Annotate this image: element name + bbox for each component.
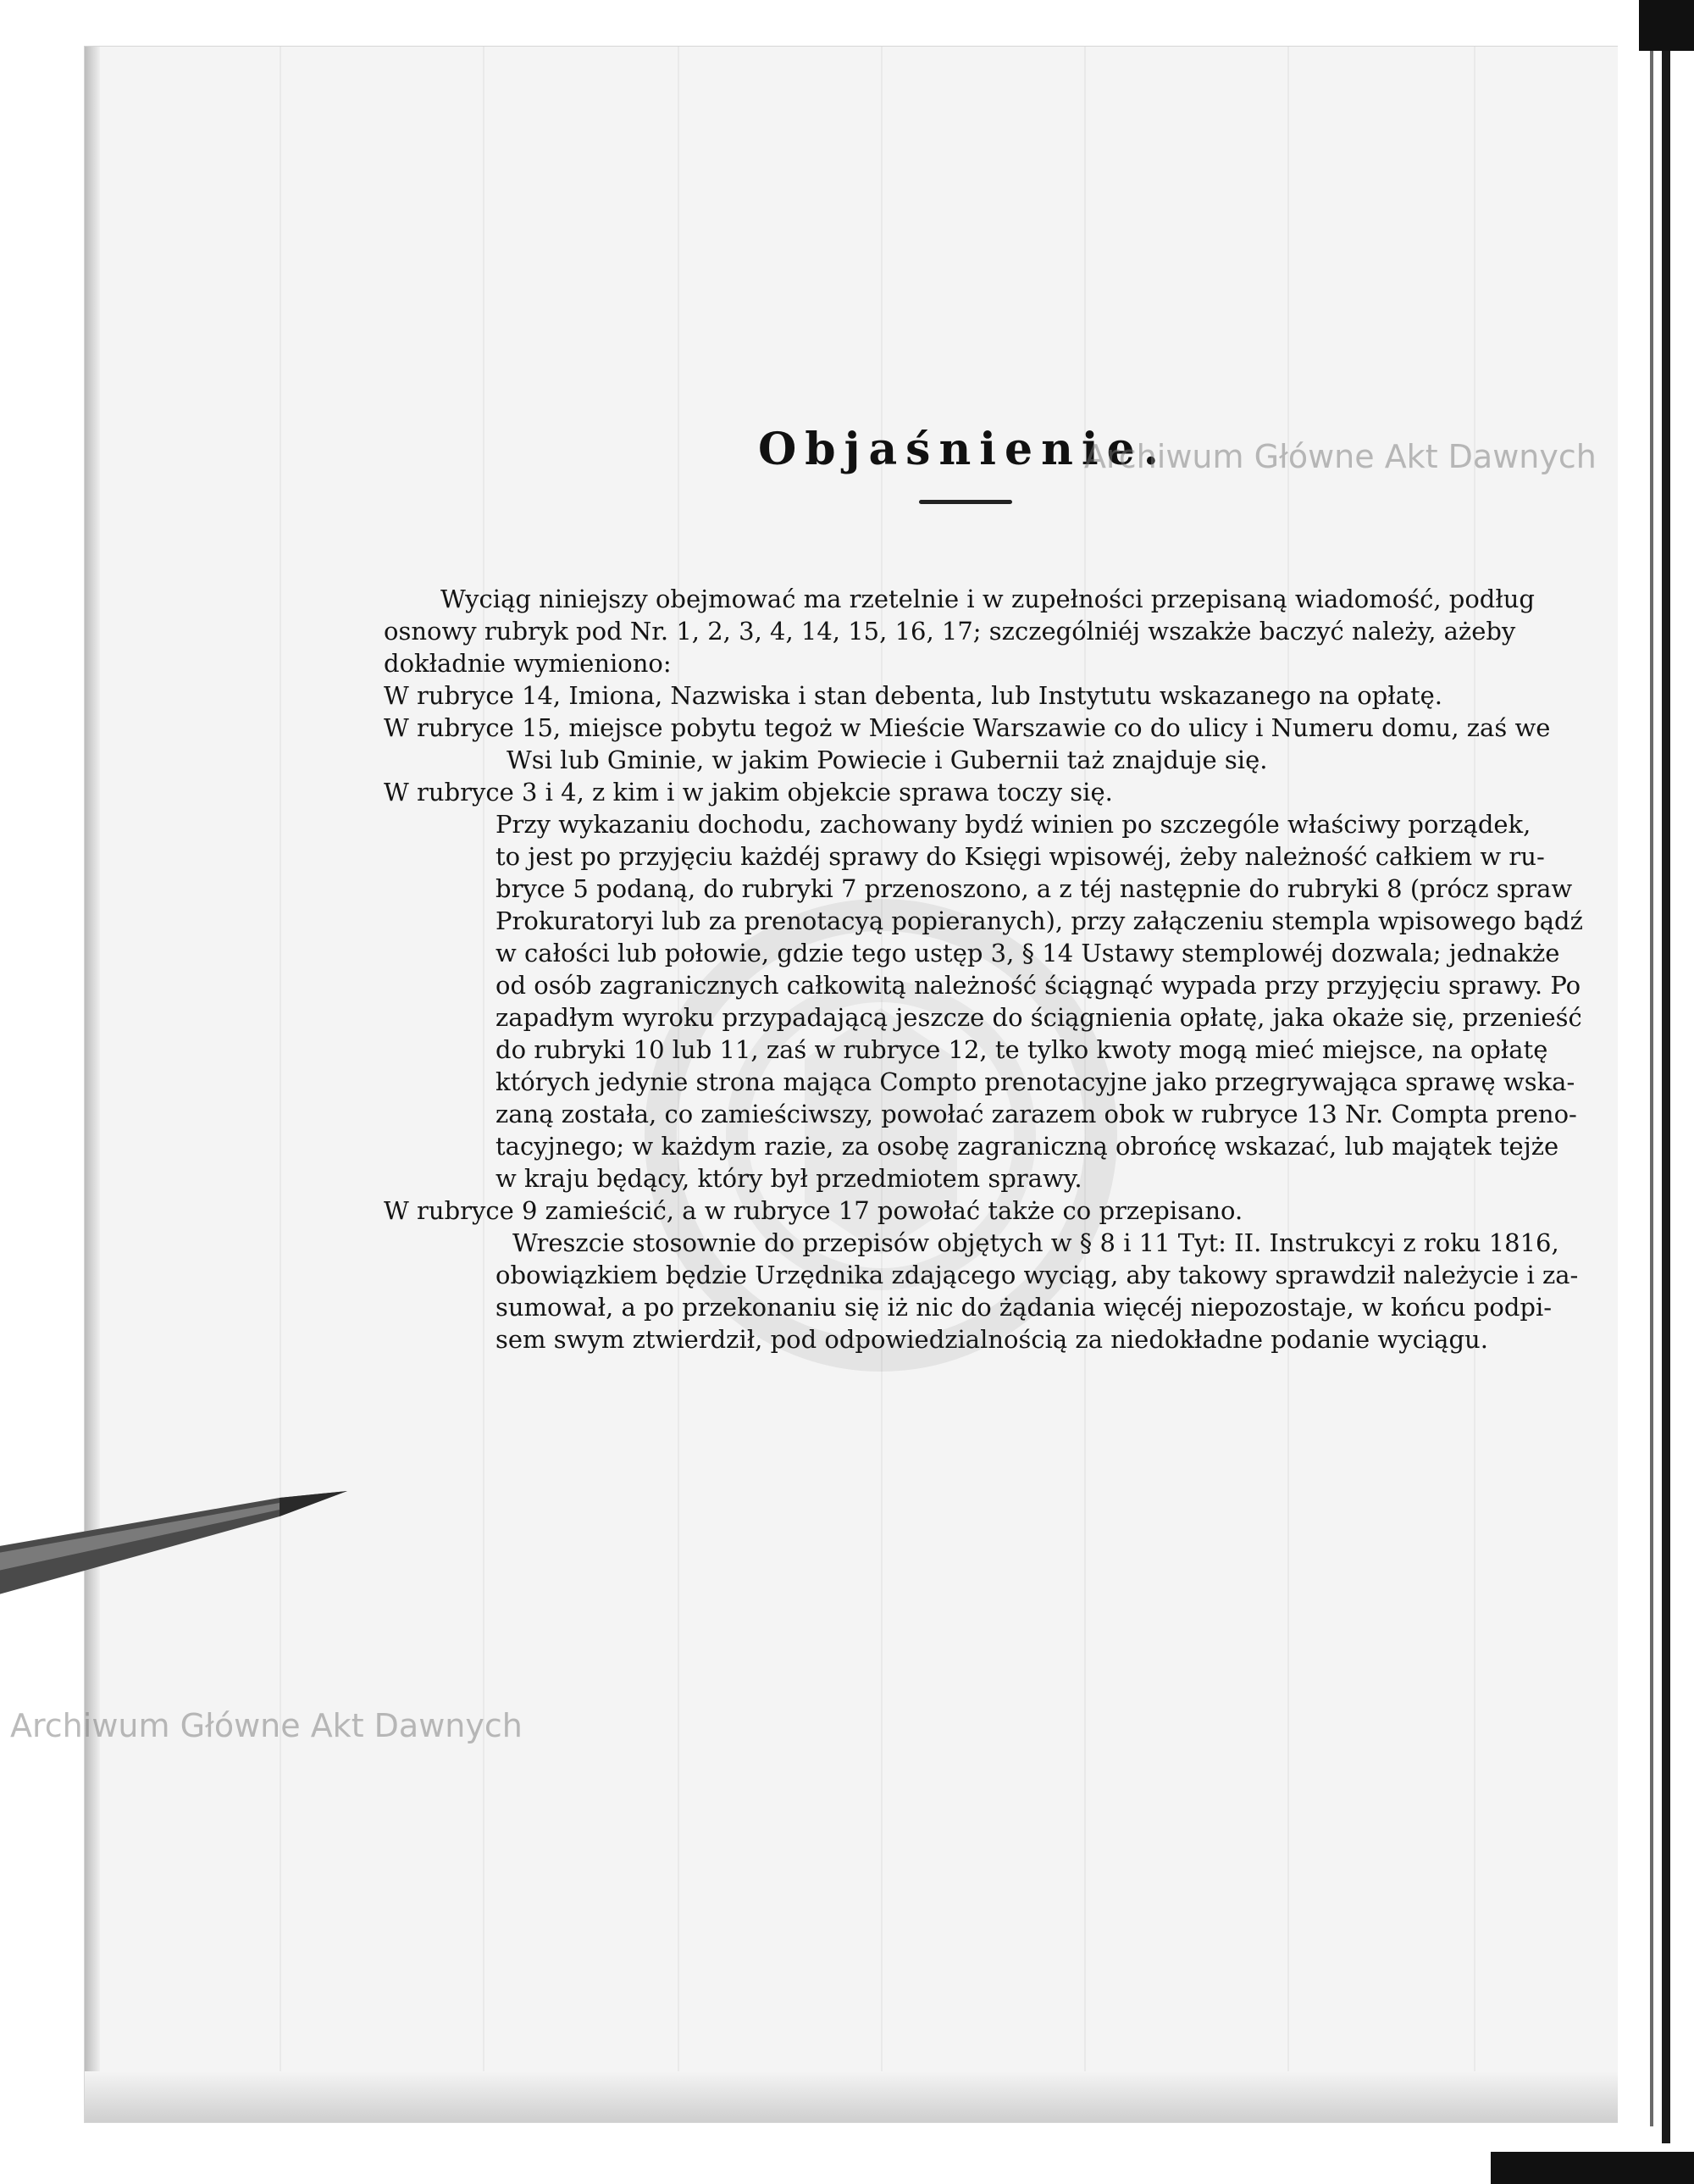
text-line: osnowy rubryk pod Nr. 1, 2, 3, 4, 14, 15, 16, 17; szczególniéj wszakże baczyć należy, ażeby <box>384 617 1516 646</box>
scan-border-bottom <box>1491 2152 1694 2184</box>
text-line: bryce 5 podaną, do rubryki 7 przenoszono, a z téj następnie do rubryki 8 (prócz spraw <box>495 874 1573 903</box>
text-line: tacyjnego; w każdym razie, za osobę zagraniczną obrońcę wskazać, lub majątek tejże <box>495 1132 1559 1161</box>
text-line: od osób zagranicznych całkowitą należność ściągnąć wypada przy przyjęciu sprawy. Po <box>495 971 1581 1000</box>
page-title: Objaśnienie. <box>758 424 1167 475</box>
text-line: W rubryce 15, miejsce pobytu tegoż w Mieście Warszawie co do ulicy i Numeru domu, zaś we <box>384 713 1551 742</box>
ruled-line <box>280 47 281 2122</box>
text-line: zaną została, co zamieściwszy, powołać zarazem obok w rubryce 13 Nr. Compta preno- <box>495 1100 1577 1128</box>
text-line: Wyciąg niniejszy obejmować ma rzetelnie i w zupełności przepisaną wiadomość, podług <box>440 585 1536 613</box>
scan-background <box>0 0 95 2184</box>
text-line: do rubryki 10 lub 11, zaś w rubryce 12, te tylko kwoty mogą mieć miejsce, na opłatę <box>495 1035 1548 1064</box>
book-binding <box>1618 0 1694 2184</box>
text-line: to jest po przyjęciu każdéj sprawy do Księgi wpisowéj, żeby należność całkiem w ru- <box>495 842 1545 871</box>
text-line: W rubryce 14, Imiona, Nazwiska i stan debenta, lub Instytutu wskazanego na opłatę. <box>384 681 1442 710</box>
text-line: Wsi lub Gminie, w jakim Powiecie i Gubernii taż znajduje się. <box>507 746 1268 774</box>
page-bottom-shadow <box>85 2071 1622 2122</box>
scan-border-top <box>1639 0 1694 51</box>
text-line: Przy wykazaniu dochodu, zachowany bydź winien po szczególe właściwy porządek, <box>495 810 1531 839</box>
text-line: Wreszcie stosownie do przepisów objętych w § 8 i 11 Tyt: II. Instrukcyi z roku 1816, <box>512 1228 1559 1257</box>
binding-edge <box>1650 34 1653 2126</box>
text-line: obowiązkiem będzie Urzędnika zdającego wyciąg, aby takowy sprawdził należycie i za- <box>495 1261 1579 1289</box>
ruled-line <box>483 47 484 2122</box>
text-line: w całości lub połowie, gdzie tego ustęp 3, § 14 Ustawy stemplowéj dozwala; jednakże <box>495 939 1560 967</box>
text-line: sumował, a po przekonaniu się iż nic do żądania więcéj niepozostaje, w końcu podpi- <box>495 1293 1553 1322</box>
page-edge-shadow <box>85 47 100 2122</box>
text-line: dokładnie wymieniono: <box>384 649 672 678</box>
text-line: w kraju będący, który był przedmiotem sprawy. <box>495 1164 1082 1193</box>
text-line: zapadłym wyroku przypadającą jeszcze do ściągnienia opłatę, jaka okaże się, przenieść <box>495 1003 1582 1032</box>
watermark-bottom: Archiwum Główne Akt Dawnych <box>10 1707 523 1744</box>
text-line: W rubryce 9 zamieścić, a w rubryce 17 powołać także co przepisano. <box>384 1196 1243 1225</box>
text-line: sem swym ztwierdził, pod odpowiedzialnością za niedokładne podanie wyciągu. <box>495 1325 1488 1354</box>
text-line: których jedynie strona mająca Compto prenotacyjne jako przegrywająca sprawę wska- <box>495 1067 1575 1096</box>
text-line: W rubryce 3 i 4, z kim i w jakim objekcie sprawa toczy się. <box>384 778 1113 807</box>
title-underline <box>919 500 1012 504</box>
pen-object <box>0 1491 398 1601</box>
watermark-top: Archiwum Główne Akt Dawnych <box>1084 438 1597 475</box>
text-line: Prokuratoryi lub za prenotacyą popieranych), przy załączeniu stempla wpisowego bądź <box>495 906 1583 935</box>
binding-spine <box>1662 17 1670 2143</box>
